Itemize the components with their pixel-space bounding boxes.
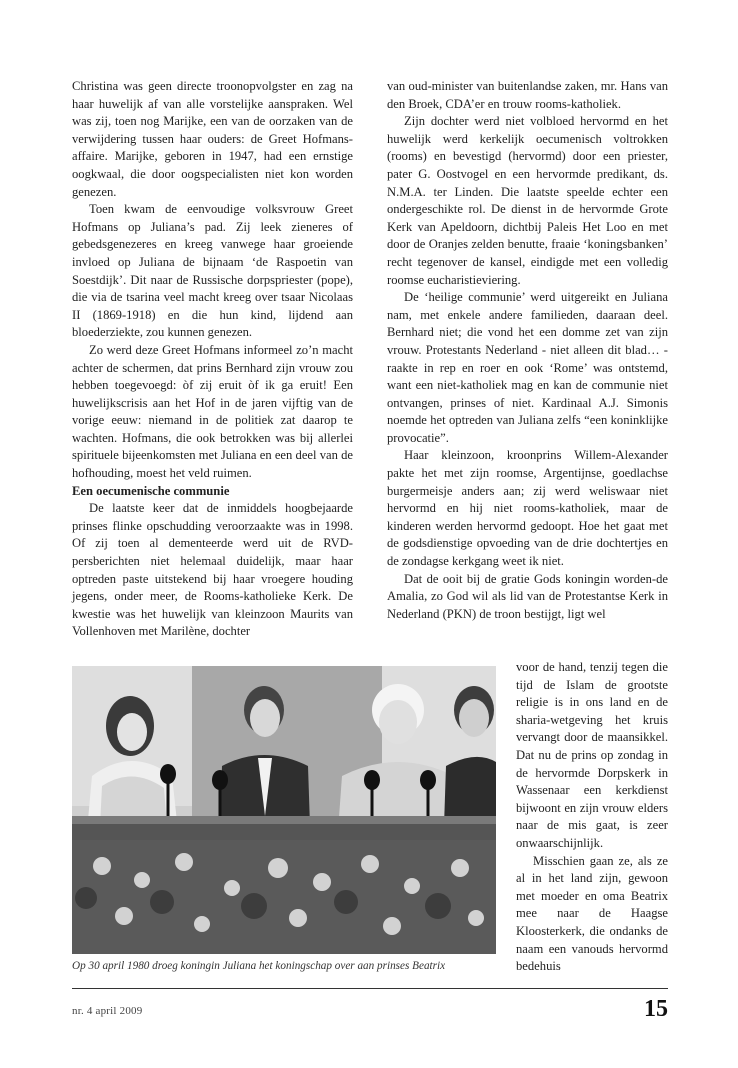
article-wrap-column bbox=[516, 659, 668, 976]
paragraph: Dat de ooit bij de gratie Gods koningin worden-de Amalia, zo God wil als lid van de Protestantse Kerk in Nederland (PKN) de troon bestijgt, ligt wel bbox=[387, 571, 668, 621]
paragraph: Christina was geen directe troonopvolgster en zag na haar huwelijk af van alle vorstelijke aanspraken. Wel was zij, toen nog Marijke, een van de oorzaken van de verwijdering tussen haar ouders: de Greet Hofmans-affaire. Marijke, geboren in 1947, had een ernstige oogkwaal, die door oogspecialisten niet kon worden genezen. bbox=[72, 79, 353, 199]
paragraph: De laatste keer dat de inmiddels hoogbejaarde prinses flinke opschudding veroorzaakte was in 1998. Of zij toen al dementeerde werd uit de RVD-persberichten niet helemaal duidelijk, maar haar optreden paste uitstekend bij haar vroegere houding jegens, onder meer, de Rooms-katholieke Kerk. De kwestie was het huwelijk van kleinzoon Maurits van Vollenhoven met Marilène, dochter bbox=[72, 501, 353, 639]
paragraph: van oud-minister van buitenlandse zaken, mr. Hans van den Broek, CDA’er en trouw rooms-katholiek. bbox=[387, 79, 668, 111]
paragraph: Toen kwam de eenvoudige volksvrouw Greet Hofmans op Juliana’s pad. Zij leek zieneres of gebedsgenezeres en kreeg vanwege haar groeiende invloed op Juliana de bijnaam ‘de Raspoetin van Soestdijk’. Dit naar de Russische dorpspriester (pope), die via de tsarina veel macht kreeg over tsaar Nicolaas II (1869-1918) en die hun kind, lijdend aan bloederziekte, zou kunnen genezen. bbox=[72, 202, 353, 340]
section-heading: Een oecumenische communie bbox=[72, 483, 230, 498]
paragraph: Haar kleinzoon, kroonprins Willem-Alexander pakte het met zijn roomse, Argentijnse, goedlachse burgermeisje anders aan; zij werd weliswaar niet hervormd en hij niet rooms-katholiek, maar de kinderen werden hervormd gedoopt. Hoe het gaat met de godsdienstige opvoeding van de drie dochtertjes en de zondagse kerkgang weet ik niet. bbox=[387, 448, 668, 569]
article-right-column bbox=[387, 78, 668, 623]
footer-divider bbox=[72, 988, 668, 989]
article-left-column bbox=[72, 78, 353, 641]
paragraph: Zijn dochter werd niet volbloed hervormd en het huwelijk werd kerkelijk oecumenisch voltrokken (rooms) en bevestigd (hervormd) door een priester, pater G. Oostvogel en een hervormde predikant, ds. N.M.A. ter Linden. Die laatste speelde echter een ondergeschikte rol. De dienst in de hervormde Grote Kerk van Apeldoorn, dichtbij Paleis Het Loo en met door de Oranjes zelden benutte, fraaie ‘koningsbanken’ recht tegenover de kansel, eindigde met een volledig roomse eucharistieviering. bbox=[387, 114, 668, 287]
photo-caption: Op 30 april 1980 droeg koningin Juliana het koningschap over aan prinses Beatrix bbox=[72, 960, 446, 972]
paragraph: voor de hand, tenzij tegen die tijd de Islam de grootste religie is in ons land en de sharia-wetgeving het kruis vervangt door de maansikkel. Dat nu de prins op zondag in de hervormde Dorpskerk in Wassenaar een kerkdienst bijwoont en zijn vrouw elders naar de mis gaat, is zeer onwaarschijnlijk. bbox=[516, 660, 668, 850]
paragraph: De ‘heilige communie’ werd uitgereikt en Juliana nam, met enkele andere familieden, daaraan deel. Bernhard niet; die vond het een domme zet van zijn vrouw. Protestants Nederland - niet alleen dit blad… - raakte in rep en roer en ook ‘Rome’ was ontstemd, want een niet-katholiek mag en kan de communie niet ontvangen, prinses of niet. Kardinaal A.J. Simonis noemde het optreden van Juliana zelfs “een koninklijke provocatie”. bbox=[387, 290, 668, 445]
issue-label: nr. 4 april 2009 bbox=[72, 1005, 143, 1017]
paragraph: Zo werd deze Greet Hofmans informeel zo’n macht achter de schermen, dat prins Bernhard zijn vrouw zou hebben toegevoegd: òf zij eruit òf ik ga eruit! Een huwelijkscrisis aan het Hof in de jaren vijftig van de vorige eeuw: niemand in de politiek zat daarop te wachten. Hofmans, die ook betrokken was bij allerlei spirituele bijeenkomsten met Juliana en een deel van de hofhouding, moest het veld ruimen. bbox=[72, 342, 353, 481]
photo-royal-balcony bbox=[72, 666, 496, 954]
page-number: 15 bbox=[644, 996, 668, 1022]
paragraph: Misschien gaan ze, als ze al in het land zijn, gewoon met moeder en oma Beatrix mee naar de Haagse Kloosterkerk, die ondanks de naam een vanouds hervormd bedehuis bbox=[516, 853, 668, 974]
